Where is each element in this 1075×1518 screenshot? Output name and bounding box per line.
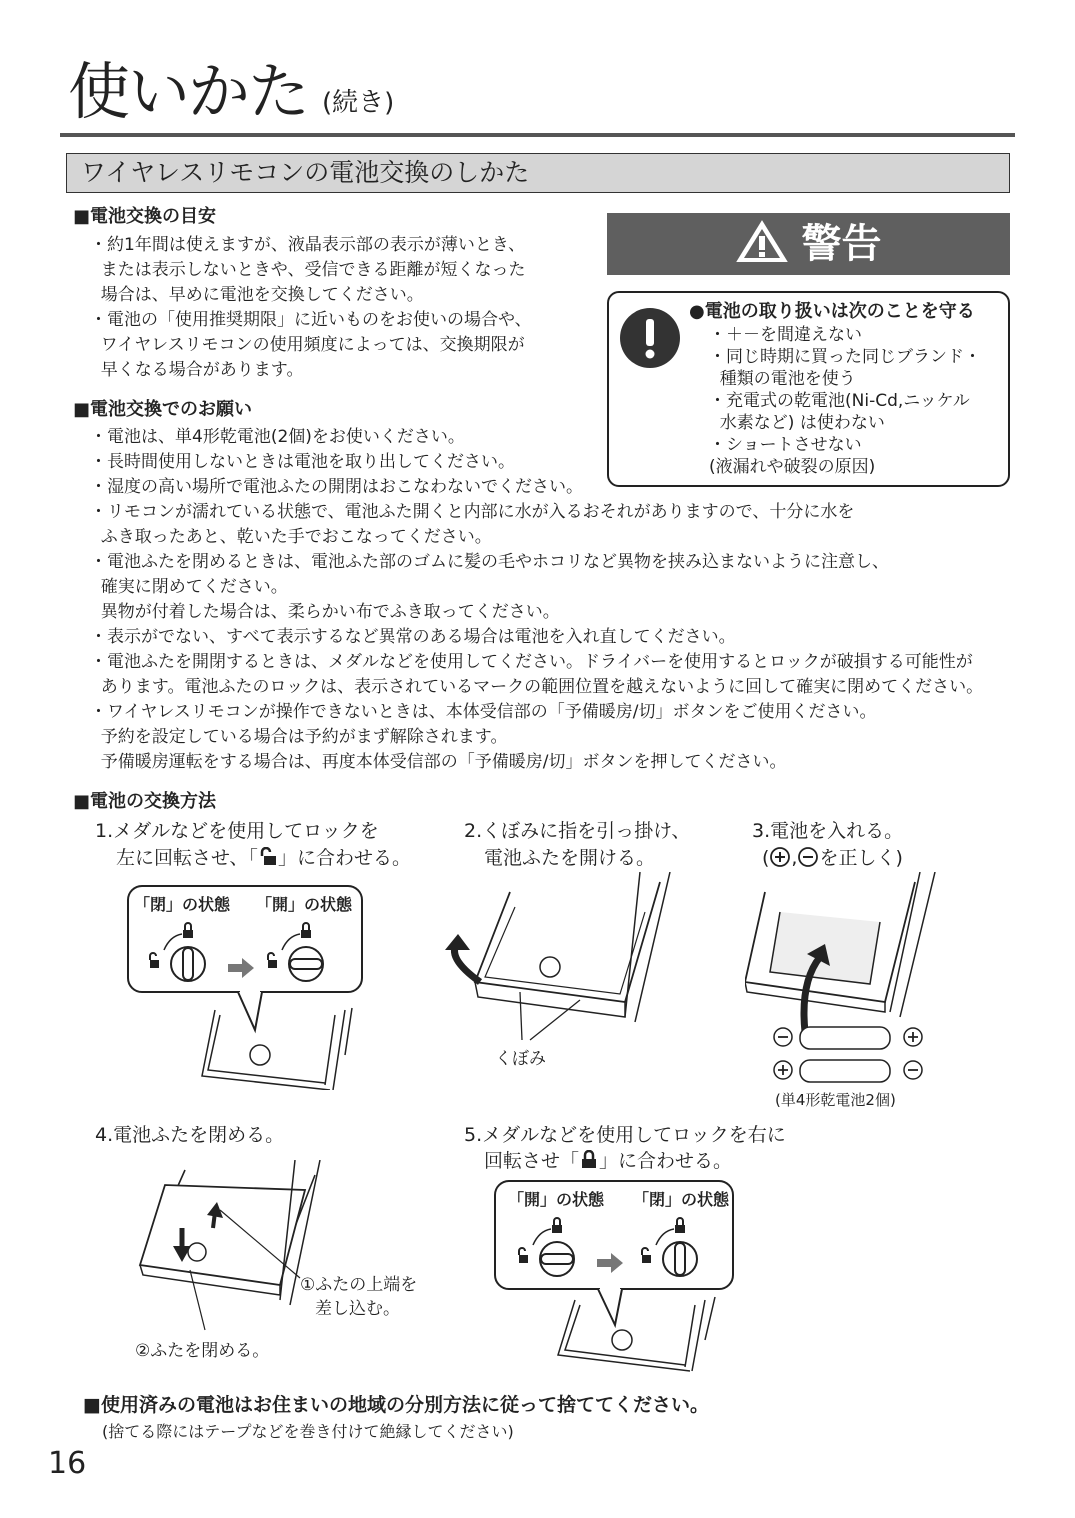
plus-circle-icon	[769, 846, 791, 868]
locked-mark-icon	[579, 1150, 599, 1170]
request-line: ・表示がでない、すべて表示するなど異常のある場合は電池を入れ直してください。	[90, 627, 736, 647]
guide-line: ワイヤレスリモコンの使用頻度によっては、交換期限が	[90, 335, 525, 355]
warning-triangle-icon	[736, 219, 788, 263]
remote-bottom	[202, 1008, 352, 1090]
note2: ②ふたを閉める。	[135, 1341, 270, 1361]
request-line: ・電池は、単4形乾電池(2個)をお使いください。	[90, 427, 465, 447]
state-closed-label: 「閉」の状態	[134, 895, 231, 914]
warning-line: ・＋－を間違えない	[709, 325, 862, 345]
step1-line2	[116, 845, 411, 872]
warning-heading: ●電池の取り扱いは次のことを守る	[689, 301, 975, 322]
warning-banner	[607, 213, 1010, 275]
step5-text-b: 」に合わせる。	[599, 1150, 733, 1172]
page-title: 使いかた	[68, 55, 309, 128]
section-title: ワイヤレスリモコンの電池交換のしかた	[66, 153, 1010, 193]
request-list	[90, 425, 983, 775]
request-line: あります。電池ふたのロックは、表示されているマークの範囲位置を越えないように回して確実に閉めてください。	[90, 677, 984, 697]
step1-text-b: 」に合わせる。	[277, 847, 411, 869]
request-line: ・長時間使用しないときは電池を取り出してください。	[90, 452, 515, 472]
request-line: 予約を設定している場合は予約がまず解除されます。	[90, 727, 508, 747]
step4-illustration	[125, 1160, 435, 1365]
step3-line2	[762, 845, 903, 872]
request-heading: ■電池交換でのお願い	[73, 399, 253, 420]
note1b: 差し込む。	[315, 1299, 400, 1319]
request-line: 確実に閉めてください。	[90, 577, 288, 597]
kubomi-label: くぼみ	[495, 1049, 546, 1069]
warning-line: ・ショートさせない	[709, 435, 862, 455]
step5-line2	[484, 1148, 732, 1175]
warning-line: 種類の電池を使う	[709, 369, 856, 389]
step5-line1: 5.メダルなどを使用してロックを右に	[464, 1124, 786, 1146]
warning-title: 警告	[801, 221, 882, 267]
warning-line: ・同じ時期に買った同じブランド・	[709, 347, 981, 367]
exclamation-icon	[619, 307, 681, 369]
guide-line: 場合は、早めに電池を交換してください。	[90, 285, 424, 305]
request-line: 異物が付着した場合は、柔らかい布でふき取ってください。	[90, 602, 560, 622]
step4-line1: 4.電池ふたを閉める。	[95, 1124, 285, 1146]
guide-heading: ■電池交換の目安	[73, 206, 217, 227]
step3-illustration	[745, 872, 945, 1112]
guide-list	[90, 233, 532, 383]
guide-line: または表示しないときや、受信できる距離が短くなった	[90, 260, 526, 280]
title-divider	[60, 133, 1015, 137]
request-line: ・リモコンが濡れている状態で、電池ふた開くと内部に水が入るおそれがありますので、十分に水を	[90, 502, 855, 522]
disposal-main: ■使用済みの電池はお住まいの地域の分別方法に従って捨ててください。	[83, 1394, 709, 1416]
state-open-label-2: 「開」の状態	[508, 1190, 605, 1209]
page-title-sub: (続き)	[322, 88, 395, 118]
remote-bottom-2	[558, 1297, 715, 1371]
unlocked-mark-icon	[258, 847, 278, 867]
guide-line: 早くなる場合があります。	[90, 360, 304, 380]
method-heading: ■電池の交換方法	[73, 791, 217, 812]
request-line: ・湿度の高い場所で電池ふたの開閉はおこなわないでください。	[90, 477, 583, 497]
state-closed-label-2: 「閉」の状態	[633, 1190, 730, 1209]
step1-line1: 1.メダルなどを使用してロックを	[95, 820, 379, 842]
warning-line: ・充電式の乾電池(Ni-Cd,ニッケル	[709, 391, 970, 411]
state-open-label: 「開」の状態	[256, 895, 353, 914]
battery-bottom	[774, 1060, 922, 1082]
warning-line: 水素など) は使わない	[709, 413, 885, 433]
request-line: 予備暖房運転をする場合は、再度本体受信部の「予備暖房/切」ボタンを押してください。	[90, 752, 787, 772]
guide-line: ・約1年間は使えますが、液晶表示部の表示が薄いとき、	[90, 235, 526, 255]
step3-text-c: を正しく)	[819, 847, 903, 869]
guide-line: ・電池の「使用推奨期限」に近いものをお使いの場合や、	[90, 310, 532, 330]
disposal-sub: (捨てる際にはテープなどを巻き付けて絶縁してください)	[102, 1422, 514, 1441]
step5-text-a: 回転させ「	[484, 1150, 580, 1172]
step2-line2: 電池ふたを開ける。	[484, 847, 656, 869]
step5-illustration	[490, 1175, 740, 1375]
request-line: ふき取ったあと、乾いた手でおこなってください。	[90, 527, 492, 547]
step2-illustration	[440, 872, 680, 1072]
step3-text-b: ,	[791, 847, 798, 869]
request-line: ・ワイヤレスリモコンが操作できないときは、本体受信部の「予備暖房/切」ボタンをご使用ください。	[90, 702, 877, 722]
battery-note: (単4形乾電池2個)	[775, 1091, 896, 1109]
step1-text-a: 左に回転させ、「	[116, 847, 258, 869]
step2-line1: 2.くぼみに指を引っ掛け、	[464, 820, 691, 842]
page-number: 16	[48, 1446, 87, 1481]
step3-line1: 3.電池を入れる。	[752, 820, 904, 842]
minus-circle-icon	[797, 846, 819, 868]
request-line: ・電池ふたを開閉するときは、メダルなどを使用してください。ドライバーを使用するとロックが破損する可能性が	[90, 652, 973, 672]
battery-top	[774, 1027, 922, 1049]
step1-illustration	[120, 880, 370, 1090]
warning-line: (液漏れや破裂の原因)	[709, 457, 876, 477]
step3-text-a: (	[762, 847, 770, 869]
request-line: ・電池ふたを閉めるときは、電池ふた部のゴムに髪の毛やホコリなど異物を挟み込まないように注意し、	[90, 552, 889, 572]
note1: ①ふたの上端を	[300, 1275, 418, 1295]
